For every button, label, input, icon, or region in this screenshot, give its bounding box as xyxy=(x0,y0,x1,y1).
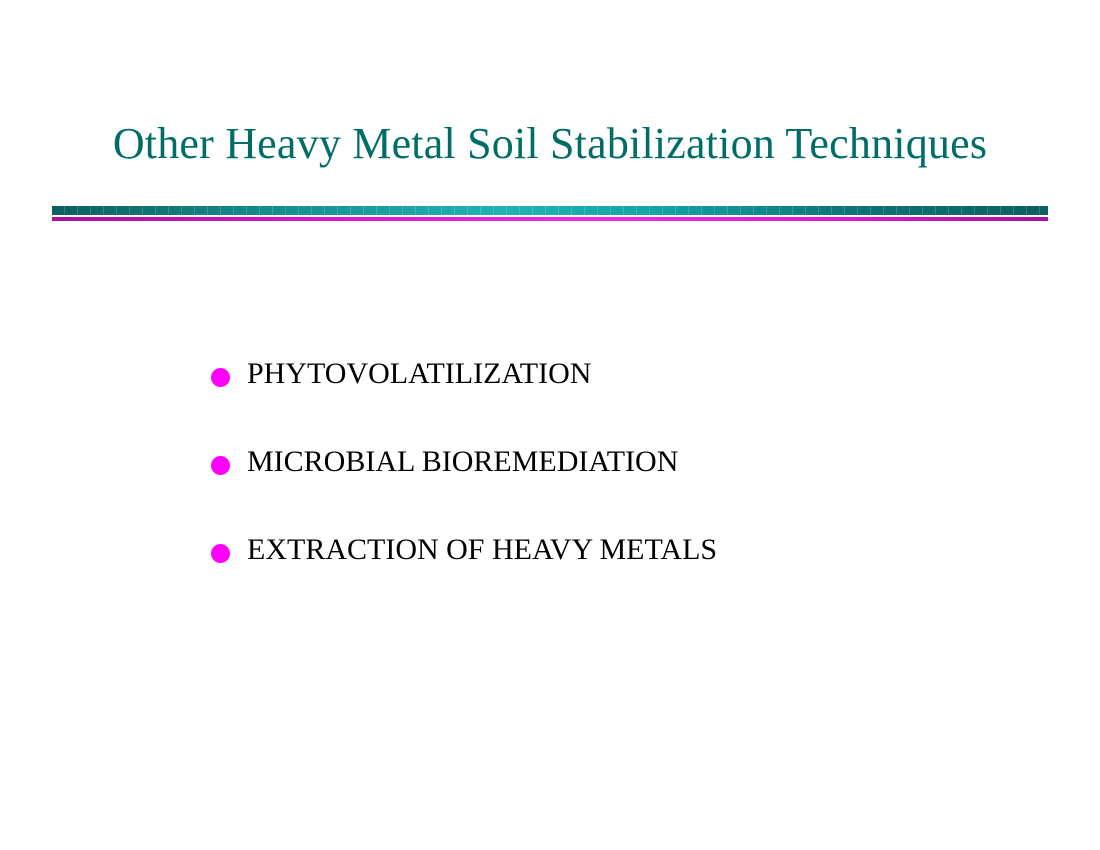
bullet-item xyxy=(211,528,717,616)
bullet-dot-icon xyxy=(211,456,230,475)
bullet-text: MICROBIAL BIOREMEDIATION xyxy=(247,445,679,478)
title-divider-magenta xyxy=(52,217,1048,221)
bullet-item xyxy=(211,352,717,440)
bullet-text: EXTRACTION OF HEAVY METALS xyxy=(247,533,718,566)
bullet-dot-icon xyxy=(211,368,230,387)
slide-title: Other Heavy Metal Soil Stabilization Techniques xyxy=(112,119,988,168)
bullet-dot-icon xyxy=(211,544,230,563)
bullet-text: PHYTOVOLATILIZATION xyxy=(247,357,592,390)
bullet-item xyxy=(211,440,717,528)
title-divider-teal xyxy=(52,206,1048,215)
bullet-list xyxy=(211,352,717,616)
